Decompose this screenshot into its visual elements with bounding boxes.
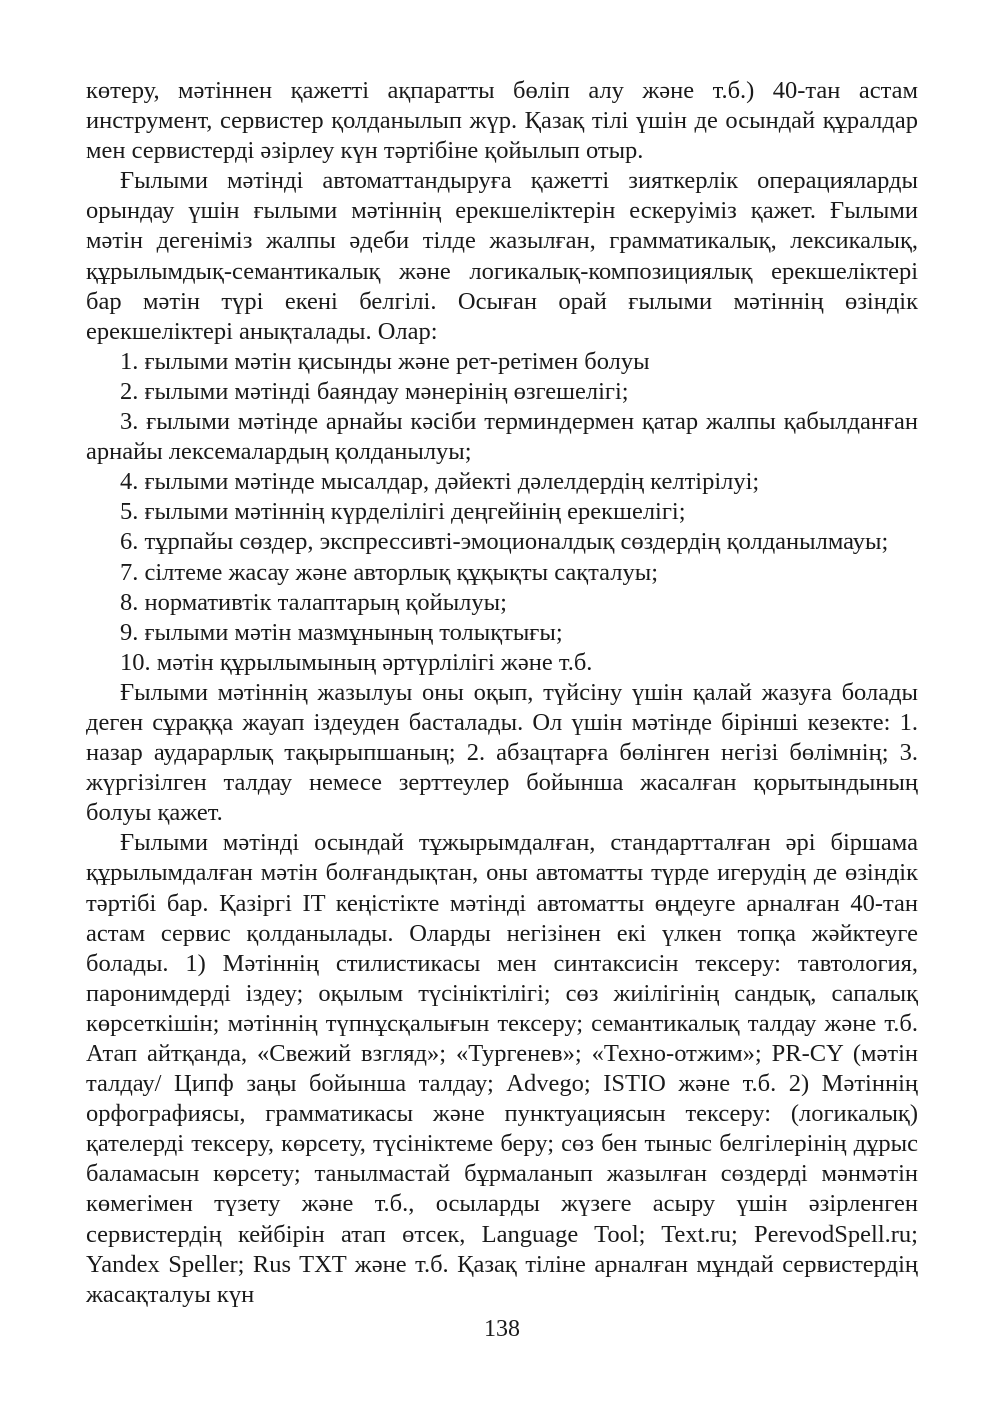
list-item: 3. ғылыми мәтінде арнайы кәсіби терминдермен қатар жалпы қабылданған арнайы лексемалардың қолданылуы;	[86, 408, 918, 466]
list-item: 2. ғылыми мәтінді баяндау мәнерінің өзгешелігі;	[120, 377, 629, 405]
paragraph-services: Ғылыми мәтінді осындай тұжырымдалған, стандартталған әрі біршама құрылымдалған мәтін болғандықтан, оны автоматты түрде игерудің де өзіндік тәртібі бар. Қазіргі IT кеңістікте мәтінді автоматты өңдеуге арналған 40-тан астам сервис қолданылады. Оларды негізінен екі үлкен топқа жәйктеуге болады. 1) Мәтіннің стилистикасы мен синтаксисін тексеру: тавтология, паронимдерді іздеу; оқылым түсініктілігі; сөз жиілігінің сандық, сапалық көрсеткішін; мәтіннің түпнұсқалығын тексеру; семантикалық талдау және т.б. Атап айтқанда, «Свежий взгляд»; «Тургенев»; «Техно-отжим»; PR-CY (мәтін талдау/ Ципф заңы бойынша талдау; Advego; ISTIO және т.б. 2) Мәтіннің орфографиясы, грамматикасы және пунктуациясын тексеру: (логикалық) қателерді тексеру, көрсету, түсініктеме беру; сөз бен тыныс белгілерінің дұрыс баламасын көрсету; танылмастай бұрмаланып жазылған сөздерді мәнмәтін көмегімен түзету және т.б., осыларды жүзеге асыру үшін әзірленген сервистердің кейбірін атап өтсек, Language Tool; Text.ru; PerevodSpell.ru; Yandex Speller; Rus TXT және т.б. Қазақ тіліне арналған мұндай сервистердің жасақталуы күн	[86, 829, 918, 1308]
list-item: 1. ғылыми мәтін қисынды және рет-ретімен болуы	[120, 347, 650, 375]
paragraph-scientific-text-features: Ғылыми мәтінді автоматтандыруға қажетті зияткерлік операцияларды орындау үшін ғылыми мәтіннің ерекшеліктерін ескеруіміз қажет. Ғылыми мәтін дегеніміз жалпы әдеби тілде жазылған, грамматикалық, лексикалық, құрылымдық-семантикалық және логикалық-композициялық ерекшеліктері бар мәтін түрі екені белгілі. Осыған орай ғылыми мәтіннің өзіндік ерекшеліктері анықталады. Олар:	[86, 167, 918, 345]
list-item: 7. сілтеме жасау және авторлық құқықты сақталуы;	[120, 558, 658, 586]
list-item: 10. мәтін құрылымының әртүрлілігі және т.б.	[120, 648, 593, 676]
list-item: 4. ғылыми мәтінде мысалдар, дәйекті дәлелдердің келтірілуі;	[120, 468, 760, 496]
paragraph-continued: көтеру, мәтіннен қажетті ақпаратты бөліп алу және т.б.) 40-тан астам инструмент, сервистер қолданылып жүр. Қазақ тілі үшін де осындай құралдар мен сервистерді әзірлеу күн тәртібіне қойылып отыр.	[86, 77, 918, 165]
page-number: 138	[484, 1316, 520, 1342]
paragraph-writing-structure: Ғылыми мәтіннің жазылуы оны оқып, түйсіну үшін қалай жазуға болады деген сұраққа жауап іздеуден басталады. Ол үшін мәтінде бірінші кезекте: 1. назар аударарлық тақырыпшаның; 2. абзацтарға бөлінген негізі бөлімнің; 3. жүргізілген талдау немесе зерттеулер бойынша жасалған қорытындының болуы қажет.	[86, 678, 918, 827]
page-body	[86, 76, 918, 1310]
features-list	[86, 347, 918, 678]
list-item: 9. ғылыми мәтін мазмұнының толықтығы;	[120, 618, 563, 646]
list-item: 6. тұрпайы сөздер, экспрессивті-эмоционалдық сөздердің қолданылмауы;	[120, 528, 889, 556]
list-item: 8. нормативтік талаптарың қойылуы;	[120, 588, 507, 616]
list-item: 5. ғылыми мәтіннің күрделілігі деңгейінің ерекшелігі;	[120, 498, 686, 526]
